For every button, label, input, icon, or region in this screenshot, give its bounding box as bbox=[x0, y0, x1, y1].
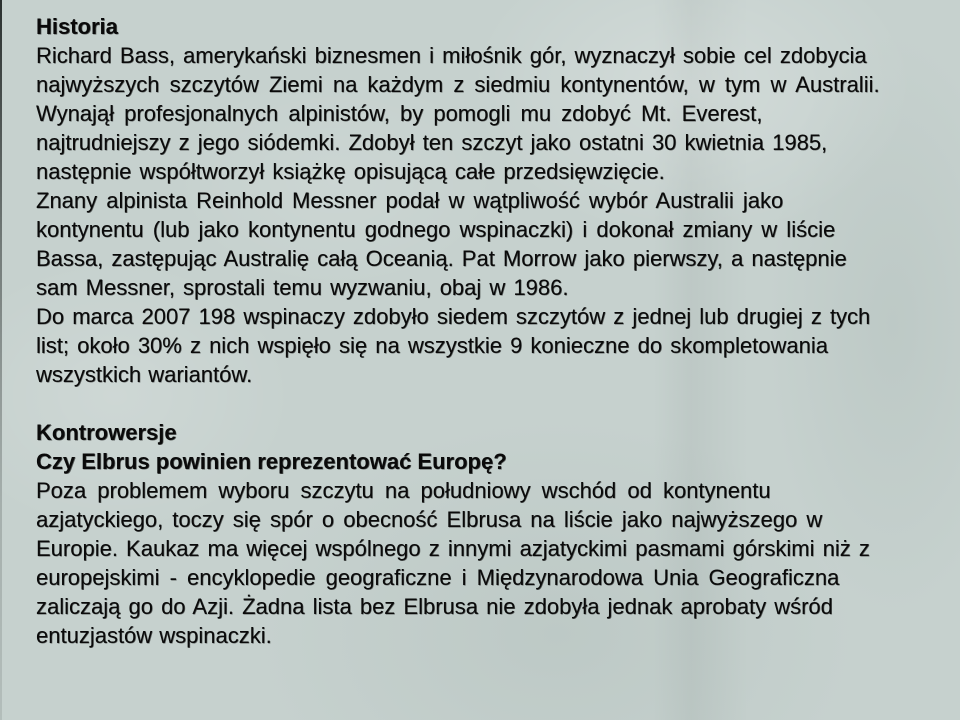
text-line: Poza problemem wyboru szczytu na południowy wschód od kontynentu bbox=[36, 478, 771, 503]
text-line: Znany alpinista Reinhold Messner podał w wątpliwość wybór Australii jako bbox=[36, 188, 784, 213]
section-body bbox=[36, 41, 932, 389]
section-historia bbox=[36, 12, 932, 389]
text-line: entuzjastów wspinaczki. bbox=[36, 623, 272, 648]
text-line: europejskimi - encyklopedie geograficzne i Międzynarodowa Unia Geograficzna bbox=[36, 565, 840, 590]
text-line: zaliczają go do Azji. Żadna lista bez Elbrusa nie zdobyła jednak aprobaty wśród bbox=[36, 594, 833, 619]
section-heading: Kontrowersje bbox=[36, 420, 177, 445]
text-line: kontynentu (lub jako kontynentu godnego wspinaczki) i dokonał zmiany w liście bbox=[36, 217, 836, 242]
text-line: następnie współtworzył książkę opisującą całe przedsięwzięcie. bbox=[36, 159, 665, 184]
text-line: Richard Bass, amerykański biznesmen i miłośnik gór, wyznaczył sobie cel zdobycia bbox=[36, 43, 867, 68]
text-line: wszystkich wariantów. bbox=[36, 362, 253, 387]
text-line: azjatyckiego, toczy się spór o obecność Elbrusa na liście jako najwyższego w bbox=[36, 507, 823, 532]
text-line: Do marca 2007 198 wspinaczy zdobyło siedem szczytów z jednej lub drugiej z tych bbox=[36, 304, 871, 329]
text-line: najwyższych szczytów Ziemi na każdym z siedmiu kontynentów, w tym w Australii. bbox=[36, 72, 880, 97]
text-line: list; około 30% z nich wspięło się na wszystkie 9 konieczne do skompletowania bbox=[36, 333, 828, 358]
section-body bbox=[36, 476, 932, 650]
section-subheading: Czy Elbrus powinien reprezentować Europę? bbox=[36, 449, 507, 474]
text-line: Bassa, zastępując Australię całą Oceanią. Pat Morrow jako pierwszy, a następnie bbox=[36, 246, 847, 271]
section-heading: Historia bbox=[36, 14, 118, 39]
text-line: sam Messner, sprostali temu wyzwaniu, obaj w 1986. bbox=[36, 275, 569, 300]
text-line: Europie. Kaukaz ma więcej wspólnego z innymi azjatyckimi pasmami górskimi niż z bbox=[36, 536, 870, 561]
section-kontrowersje bbox=[36, 418, 932, 650]
text-line: Wynajął profesjonalnych alpinistów, by pomogli mu zdobyć Mt. Everest, bbox=[36, 101, 763, 126]
text-line: najtrudniejszy z jego siódemki. Zdobył ten szczyt jako ostatni 30 kwietnia 1985, bbox=[36, 130, 828, 155]
